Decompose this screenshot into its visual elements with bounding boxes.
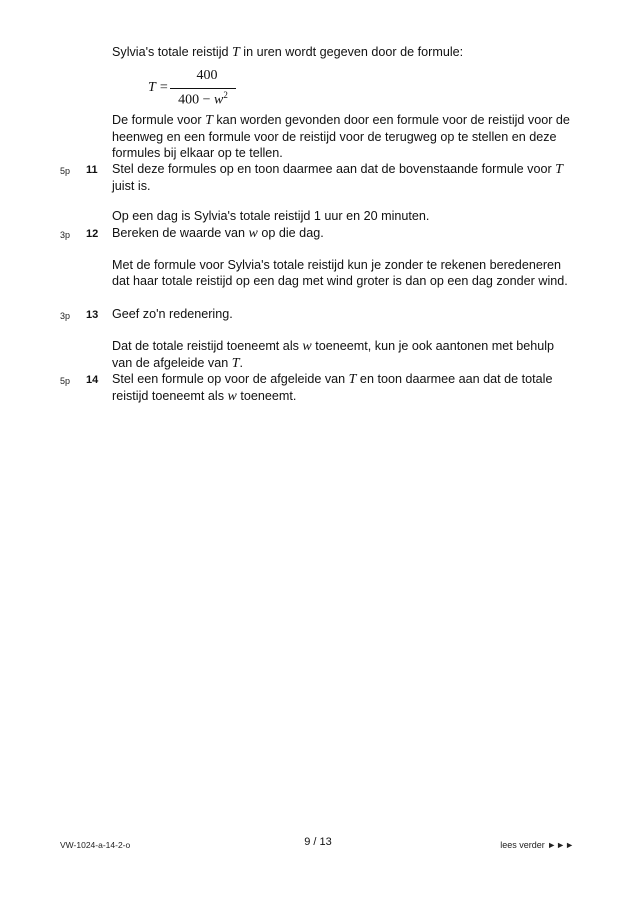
intro-text-end: in uren wordt gegeven door de formule: [239,45,464,59]
paragraph-reasoning: Met de formule voor Sylvia's totale reistijd kun je zonder te rekenen beredeneren dat haar totale reistijd op een dag met wind groter is dan op een dag zonder wind. [112,258,568,289]
question-13-points: 3p [60,311,71,321]
para4-middle: toeneemt, kun je ook aantonen met behulp van de afgeleide van [112,339,555,371]
para4-var: w [302,339,312,354]
q11-start: Stel deze formules op en toon daarmee aan dat de bovenstaande formule voor [112,162,556,176]
q12-end: op die dag. [257,226,324,240]
question-12-number: 12 [86,228,99,240]
paragraph-derivative [112,338,572,372]
intro-text-start: Sylvia's totale reistijd [112,45,232,59]
para1-var: T [205,113,213,128]
q11-var: T [555,162,563,177]
question-11-number: 11 [86,164,98,176]
q12-start: Bereken de waarde van [112,226,249,240]
question-13-number: 13 [86,309,99,321]
question-14-points: 5p [60,376,71,386]
intro-text [112,44,572,61]
question-11-points: 5p [60,166,71,176]
denominator-base: 400 − [178,92,215,108]
para4-var2: T [231,356,240,372]
q14-start: Stel een formule op voor de afgeleide van [112,372,349,386]
question-12-text [112,225,572,242]
q14-var: T [348,372,357,387]
footer-exam-code: VW-1024-a-14-2-o [60,840,131,850]
question-13-text: Geef zo'n redenering. [112,307,233,321]
formula-T [148,66,258,110]
formula-denominator [170,90,236,109]
para1-end: kan worden gevonden door een formule voor de reistijd voor de heenweg en een formule voor de reistijd voor de terugweg op te stellen en deze formules bij elkaar op te tellen. [112,113,570,161]
footer-page-number: 9 / 13 [304,836,332,848]
question-14-text [112,371,572,405]
q14-var2: w [227,389,237,405]
fraction-bar [170,88,236,89]
q14-end: toeneemt. [236,389,297,404]
paragraph-total-time: Op een dag is Sylvia's totale reistijd 1 uur en 20 minuten. [112,209,430,223]
question-14-number: 14 [86,374,99,386]
para4-end: . [239,356,244,371]
intro-var: T [232,45,240,60]
q11-end: juist is. [112,179,151,194]
question-11-text [112,161,572,194]
para1-start: De formule voor [112,113,206,127]
para4-start: Dat de totale reistijd toeneemt als [112,339,303,353]
denominator-exp: 2 [223,90,228,100]
denominator-var: w [214,92,224,108]
question-12-points: 3p [60,230,71,240]
q14-middle: en toon daarmee aan dat de totale reistijd toeneemt als [112,372,553,404]
footer-continue: lees verder ►►► [500,840,574,850]
formula-lhs: T = [148,80,169,95]
q12-var: w [248,226,258,241]
formula-numerator: 400 [196,68,218,83]
paragraph-formula-derivation [112,112,572,162]
